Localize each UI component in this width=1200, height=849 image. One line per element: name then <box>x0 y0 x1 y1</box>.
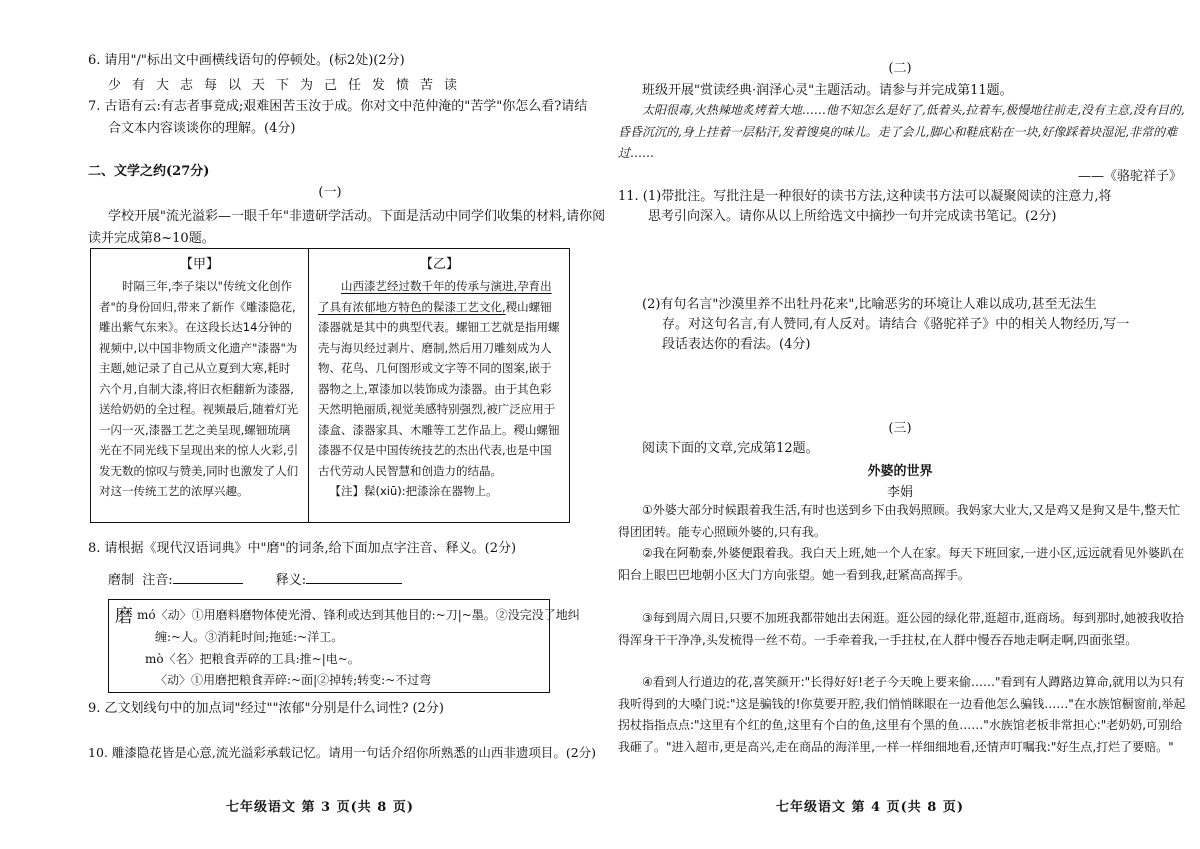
right-page <box>600 0 1200 849</box>
q8-word: 磨制 <box>108 573 135 588</box>
part2-intro: 班级开展"赏读经典·润泽心灵"主题活动。请参与并完成第11题。 <box>642 83 1013 98</box>
q6-sentence: 少有大志每以天下为己任发愤苦读 <box>108 78 469 93</box>
part1-label: (一) <box>318 185 342 200</box>
yi-underlined-sentence: 山西漆艺经过数千年的传承与演进,孕育出了具有浓郁地方特色的髹漆工艺文化, <box>318 279 552 314</box>
meaning-blank[interactable] <box>306 583 402 584</box>
dict-line2: 缠:~人。③消耗时间;拖延:~洋工。 <box>155 630 344 644</box>
novel-excerpt: 太阳很毒,火热辣地炙烤着大地……他不知怎么是好了,低着头,拉着车,极慢地往前走,没有主意,没有目的,昏昏沉沉的,身上挂着一层粘汗,发着馊臭的味儿。走了会儿,脚心和鞋底粘在一块,好像踩着块湿泥,非常的难过…… <box>618 103 1185 160</box>
pinyin-blank[interactable] <box>173 583 243 584</box>
article-para-1: ①外婆大部分时候跟着我生活,有时也送到乡下由我妈照顾。我妈家大业大,又是鸡又是狗又是牛,整天忙得团团转。能专心照顾外婆的,只有我。 <box>618 503 1181 539</box>
page3-footer: 七年级语文 第 3 页(共 8 页) <box>225 800 415 815</box>
dict-char: 磨 <box>115 606 133 627</box>
yi-title: 【乙】 <box>419 257 459 272</box>
q11-1-line1: 11. (1)带批注。写批注是一种很好的读书方法,这种读书方法可以凝聚阅读的注意力,将 <box>618 189 1112 204</box>
q11-1-line2: 思考引向深入。请你从以上所给选文中摘抄一句并完成读书笔记。(2分) <box>648 209 1057 224</box>
article-author: 李娟 <box>886 485 913 500</box>
q11-2-line2: 存。对这句名言,有人赞同,有人反对。请结合《骆驼祥子》中的相关人物经历,写一 <box>662 317 1130 332</box>
jia-text: 时隔三年,李子柒以"传统文化创作者"的身份回归,带来了新作《雕漆隐花,雕出紫气东来》。在这段长达14分钟的视频中,以中国非物质文化遗产"漆器"为主题,她记录了自己从立夏到大寒,耗时六个月,自制大漆,将旧衣柜翻新为漆器,送给奶奶的全过程。视频最后,随着灯光一闪一灭,漆器工艺之美呈现,螺钿琉璃光在不同光线下呈现出来的惊人火彩,引发无数的惊叹与赞美,同时也激发了人们对这一传统工艺的浓厚兴趣。 <box>99 279 299 498</box>
excerpt-source: ——《骆驼祥子》 <box>1078 169 1183 184</box>
dict-line4: 〈动〉①用磨把粮食弄碎:~面|②掉转;转变:~不过弯 <box>155 673 432 687</box>
q7-line1: 7. 古语有云:有志者事竟成;艰难困苦玉汝于成。你对文中范仲淹的"苦学"你怎么看?请结 <box>88 99 588 114</box>
reading-box <box>90 248 570 523</box>
intro-line2: 读并完成第8~10题。 <box>88 231 215 246</box>
q6-stem: 6. 请用"/"标出文中画横线语句的停顿处。(标2处)(2分) <box>88 53 405 68</box>
dictionary-entry-box <box>108 599 580 693</box>
q11-2-line3: 段话表达你的看法。(4分) <box>662 337 811 352</box>
article-para-2: ②我在阿勒泰,外婆便跟着我。我白天上班,她一个人在家。每天下班回家,一进小区,远远就看见外婆趴在阳台上眼巴巴地朝小区大门方向张望。她一看到我,赶紧高高挥手。 <box>618 546 1185 582</box>
article-para-3: ③每到周六周日,只要不加班我都带她出去闲逛。逛公园的绿化带,逛超市,逛商场。每到那时,她被我收拾得浑身干干净净,头发梳得一丝不苟。一手牵着我,一手拄杖,在人群中慢吞吞地走啊走啊,四面张望。 <box>618 611 1185 647</box>
dict-line1: mó〈动〉①用磨料磨物体使光滑、锋利或达到其他目的:~刀|~墨。②没完没了地纠 <box>137 608 580 622</box>
material-jia <box>91 249 309 522</box>
yi-note: 【注】髹(xiū):把漆涂在器物上。 <box>329 484 498 498</box>
part3-label: (三) <box>888 421 912 436</box>
dict-line3: mò〈名〉把粮食弄碎的工具:推~|电~。 <box>145 652 360 666</box>
q8-stem: 8. 请根据《现代汉语词典》中"磨"的词条,给下面加点字注音、释义。(2分) <box>88 541 517 556</box>
article-para-4: ④看到人行道边的花,喜笑颜开:"长得好好!老子今天晚上要来偷……"看到有人蹲路边算命,就用以为只有我听得到的大嗓门说:"这是骗钱的!你莫要开腔,我们悄悄眯眼在一边看他怎么骗钱……"在水族馆橱窗前,举起拐杖指指点点:"这里有个红的鱼,这里有个白的鱼,这里有个黑的鱼……"水族馆老板非常担心:"老奶奶,可别给我砸了。"进入超市,更是高兴,走在商品的海洋里,一样一样细细地看,还情声叮嘱我:"好生点,打烂了要赔。" <box>618 675 1186 754</box>
jia-title: 【甲】 <box>179 257 219 272</box>
material-yi <box>310 249 569 522</box>
yi-text: 稷山螺钿漆器就是其中的典型代表。螺钿工艺就是指用螺壳与海贝经过剥片、磨制,然后用刀雕刻成为人物、花鸟、几何图形或文字等不同的图案,嵌于器物之上,罩漆加以装饰成为漆器。由于其色彩天然明艳丽质,视觉美感特别强烈,被广泛应用于漆盒、漆器家具、木雕等工艺作品上。稷山螺钿漆器不仅是中国传统技艺的杰出代表,也是中国古代劳动人民智慧和创造力的结晶。 <box>318 299 560 478</box>
section2-heading: 二、文学之约(27分) <box>88 164 210 179</box>
q7-line2: 合文本内容谈谈你的理解。(4分) <box>108 121 296 136</box>
q9: 9. 乙文划线句中的加点词"经过""浓郁"分别是什么词性? (2分) <box>88 701 444 716</box>
part3-intro: 阅读下面的文章,完成第12题。 <box>642 441 819 456</box>
intro-line1: 学校开展"流光溢彩—一眼千年"非遗研学活动。下面是活动中同学们收集的材料,请你阅 <box>108 209 606 224</box>
meaning-label: 释义: <box>275 573 307 588</box>
article-title: 外婆的世界 <box>867 464 933 479</box>
q10: 10. 雕漆隐花皆是心意,流光溢彩承载记忆。请用一句话介绍你所熟悉的山西非遗项目。(2分) <box>88 745 597 760</box>
page4-footer: 七年级语文 第 4 页(共 8 页) <box>775 800 965 815</box>
q11-2-line1: (2)有句名言"沙漠里养不出牡丹花来",比喻恶劣的环境让人难以成功,甚至无法生 <box>642 297 1097 312</box>
q8-answer-row <box>108 570 402 591</box>
pinyin-label: 注音: <box>142 573 173 588</box>
part2-label: (二) <box>888 61 912 76</box>
